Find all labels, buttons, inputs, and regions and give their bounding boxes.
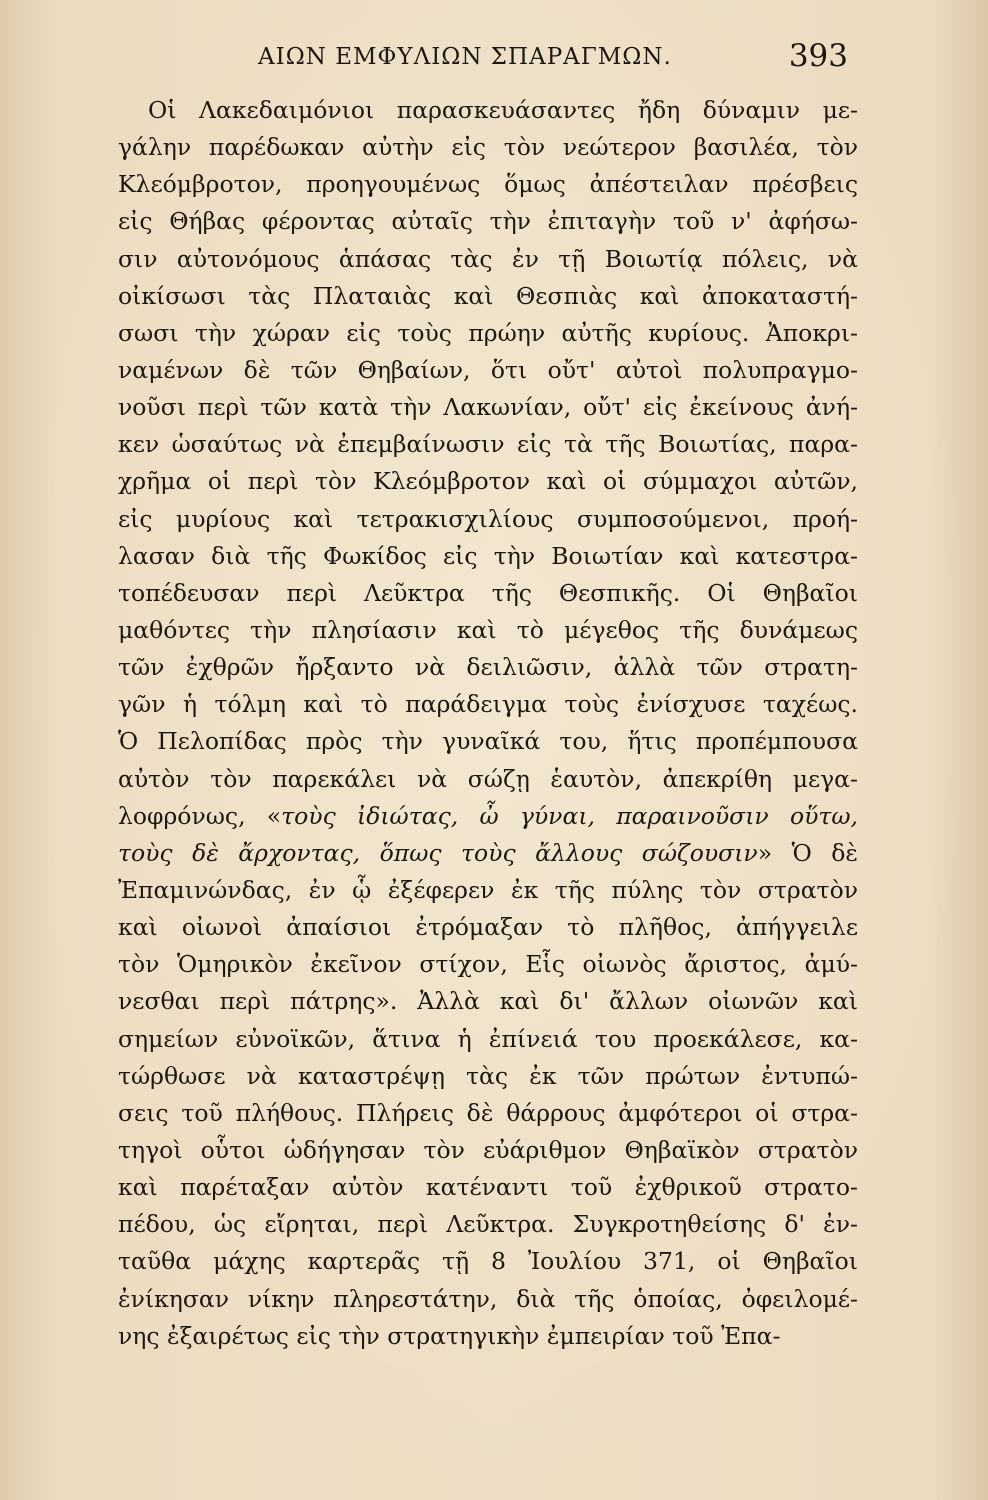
text-line: οἰκίσωσι τὰς Πλαταιὰς καὶ Θεσπιὰς καὶ ἀποκαταστή- xyxy=(118,281,858,310)
body-text xyxy=(118,92,858,1355)
text-line: σιν αὐτονόμους ἁπάσας τὰς ἐν τῇ Βοιωτίᾳ πόλεις, νὰ xyxy=(118,244,858,273)
text-line: νης ἐξαιρέτως εἰς τὴν στρατηγικὴν ἐμπειρίαν τοῦ Ἐπα- xyxy=(118,1321,781,1350)
text-line: καὶ οἰωνοὶ ἀπαίσιοι ἐτρόμαξαν τὸ πλῆθος, ἀπήγγειλε xyxy=(118,913,858,942)
running-title: ΑΙΩΝ ΕΜΦΥΛΙΩΝ ΣΠΑΡΑΓΜΩΝ. xyxy=(258,44,672,70)
text-line: σωσι τὴν χώραν εἰς τοὺς πρώην αὐτῆς κυρίους. Ἀποκρι- xyxy=(118,318,858,347)
text-line: Ἐπαμινώνδας, ἐν ᾧ ἐξέφερεν ἐκ τῆς πύλης τὸν στρατὸν xyxy=(118,875,858,904)
text-line: εἰς Θήβας φέροντας αὐταῖς τὴν ἐπιταγὴν τοῦ ν' ἀφήσω- xyxy=(118,207,858,236)
italic-quote: τοὺς ἰδιώτας, ὦ γύναι, παραινοῦσιν οὕτω, xyxy=(281,801,859,830)
page-number: 393 xyxy=(788,38,848,74)
text-line: λοφρόνως, «τοὺς ἰδιώτας, ὦ γύναι, παραινοῦσιν οὕτω, xyxy=(118,801,859,830)
text-line: γῶν ἡ τόλμη καὶ τὸ παράδειγμα τοὺς ἐνίσχυσε ταχέως. xyxy=(118,690,858,719)
text-line: τώρθωσε νὰ καταστρέψῃ τὰς ἐκ τῶν πρώτων ἐντυπώ- xyxy=(118,1061,858,1090)
text-line: πέδου, ὡς εἴρηται, περὶ Λεῦκτρα. Συγκροτηθείσης δ' ἐν- xyxy=(118,1210,858,1239)
text-line: τηγοὶ οὗτοι ὡδήγησαν τὸν εὐάριθμον Θηβαϊκὸν στρατὸν xyxy=(118,1135,858,1164)
text-line: ἐνίκησαν νίκην πληρεστάτην, διὰ τῆς ὁποίας, ὀφειλομέ- xyxy=(118,1284,858,1313)
text-line: λασαν διὰ τῆς Φωκίδος εἰς τὴν Βοιωτίαν καὶ κατεστρα- xyxy=(118,541,858,570)
text-line: τοπέδευσαν περὶ Λεῦκτρα τῆς Θεσπικῆς. Οἱ Θηβαῖοι xyxy=(118,578,858,607)
text-line: ταῦθα μάχης καρτερᾶς τῇ 8 Ἰουλίου 371, οἱ Θηβαῖοι xyxy=(118,1247,858,1276)
text-line: σημείων εὐνοϊκῶν, ἅτινα ἡ ἐπίνειά του προεκάλεσε, κα- xyxy=(118,1024,858,1053)
text-line: Οἱ Λακεδαιμόνιοι παρασκευάσαντες ἤδη δύναμιν με- xyxy=(148,96,858,124)
text-line: καὶ παρέταξαν αὐτὸν κατέναντι τοῦ ἐχθρικοῦ στρατο- xyxy=(118,1173,858,1202)
text-line: γάλην παρέδωκαν αὐτὴν εἰς τὸν νεώτερον βασιλέα, τὸν xyxy=(118,133,858,162)
text-line: σεις τοῦ πλήθους. Πλήρεις δὲ θάρρους ἀμφότεροι οἱ στρα- xyxy=(118,1098,858,1127)
text-line: εἰς μυρίους καὶ τετρακισχιλίους συμποσούμενοι, προή- xyxy=(118,504,858,533)
text-line: τὸν Ὁμηρικὸν ἐκεῖνον στίχον, Εἷς οἰωνὸς ἄριστος, ἀμύ- xyxy=(118,950,858,979)
text-line: αὐτὸν τὸν παρεκάλει νὰ σώζῃ ἑαυτὸν, ἀπεκρίθη μεγα- xyxy=(118,764,858,793)
text-line: κεν ὡσαύτως νὰ ἐπεμβαίνωσιν εἰς τὰ τῆς Βοιωτίας, παρα- xyxy=(118,430,858,459)
text-line: Ὁ Πελοπίδας πρὸς τὴν γυναῖκά του, ἥτις προπέμπουσα xyxy=(118,727,858,756)
page-header xyxy=(258,38,848,78)
text-line: χρῆμα οἱ περὶ τὸν Κλεόμβροτον καὶ οἱ σύμμαχοι αὐτῶν, xyxy=(118,467,858,496)
text-line: μαθόντες τὴν πλησίασιν καὶ τὸ μέγεθος τῆς δυνάμεως xyxy=(118,615,858,644)
italic-quote: τοὺς δὲ ἄρχοντας, ὅπως τοὺς ἄλλους σώζουσιν xyxy=(118,838,758,867)
text-line: ναμένων δὲ τῶν Θηβαίων, ὅτι οὔτ' αὐτοὶ πολυπραγμο- xyxy=(118,355,858,384)
text-line: τοὺς δὲ ἄρχοντας, ὅπως τοὺς ἄλλους σώζουσιν» Ὁ δὲ xyxy=(118,838,858,867)
text-line: Κλεόμβροτον, προηγουμένως ὅμως ἀπέστειλαν πρέσβεις xyxy=(118,170,858,199)
text-line: τῶν ἐχθρῶν ἤρξαντο νὰ δειλιῶσιν, ἀλλὰ τῶν στρατη- xyxy=(118,653,858,682)
text-line: νεσθαι περὶ πάτρης». Ἀλλὰ καὶ δι' ἄλλων οἰωνῶν καὶ xyxy=(118,987,858,1016)
text-line: νοῦσι περὶ τῶν κατὰ τὴν Λακωνίαν, οὔτ' εἰς ἐκείνους ἀνή- xyxy=(118,393,858,422)
